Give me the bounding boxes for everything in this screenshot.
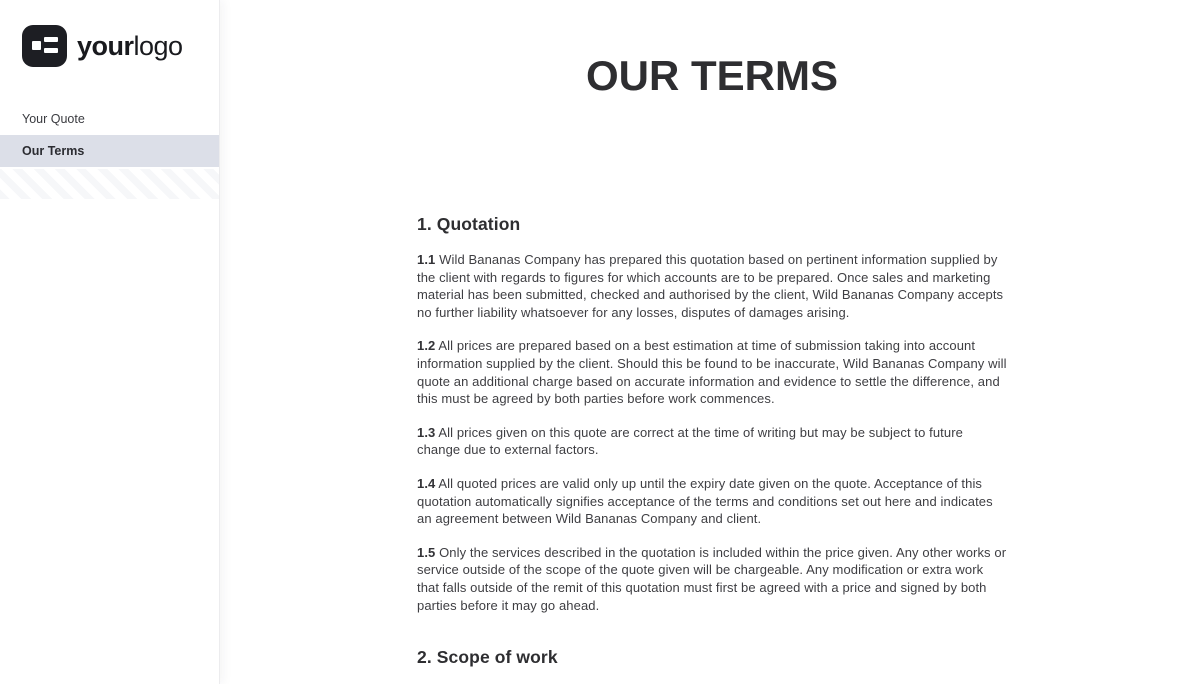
logo-text xyxy=(77,31,183,62)
logo xyxy=(0,0,219,91)
sidebar-item-your-quote[interactable] xyxy=(0,103,219,135)
clause-text: Wild Bananas Company has prepared this quotation based on pertinent information supplied by the client with regards to figures for which accounts are to be prepared. Once sales and marketing material has been submitted, checked and authorised by the client, Wild Bananas Company accepts no further liability whatsoever for any losses, disputes of damages arising. xyxy=(417,252,1004,320)
logo-icon-bar-top xyxy=(44,37,58,42)
clause-1-5 xyxy=(417,544,1007,614)
sidebar-item-label: Our Terms xyxy=(22,144,85,158)
clause-number: 1.1 xyxy=(417,252,436,267)
clause-1-4 xyxy=(417,475,1007,528)
logo-icon xyxy=(22,25,67,67)
clause-text: All prices are prepared based on a best estimation at time of submission taking into account information supplied by the client. Should this be found to be inaccurate, Wild Bananas Company will quote an additional charge based on accurate information and evidence to settle the difference, and this must be agreed by both parties before work commences. xyxy=(417,338,1007,407)
clause-text: Only the services described in the quotation is included within the price given. Any other works or service outside of the scope of the quote given will be chargeable. Any modification or extra work that falls outside of the remit of this quotation must first be agreed with a price and signed by both parties before it may go ahead. xyxy=(417,544,1007,613)
clause-text: All quoted prices are valid only up until the expiry date given on the quote. Acceptance of this quotation automatically signifies acceptance of the terms and conditions set out here and indicates an agreement between Wild Bananas Company and client. xyxy=(417,475,993,527)
clause-number: 1.5 xyxy=(417,544,436,560)
clause-1-2 xyxy=(417,337,1007,407)
sidebar-item-our-terms[interactable] xyxy=(0,135,219,167)
sidebar-nav xyxy=(0,103,219,199)
sidebar-item-label: Your Quote xyxy=(22,112,85,126)
clause-1-3 xyxy=(417,424,1007,459)
clause-text: All prices given on this quote are correct at the time of writing but may be subject to future change due to external factors. xyxy=(417,424,963,458)
sidebar-hatch-texture xyxy=(0,169,219,199)
section-heading-scope-of-work: 2. Scope of work xyxy=(417,647,558,668)
clause-number: 1.4 xyxy=(417,475,436,491)
page-title: OUR TERMS xyxy=(586,52,838,99)
clause-number: 1.3 xyxy=(417,424,436,440)
logo-icon-bar-bottom xyxy=(44,48,58,53)
clause-1-1 xyxy=(417,251,1007,321)
logo-icon-square xyxy=(32,41,41,50)
logo-text-light: logo xyxy=(133,30,183,61)
logo-text-bold: your xyxy=(77,30,134,61)
sidebar xyxy=(0,0,220,684)
document-page xyxy=(220,0,1200,684)
clause-number: 1.2 xyxy=(417,338,436,354)
section-heading-quotation: 1. Quotation xyxy=(417,214,521,234)
document-content xyxy=(417,52,1007,668)
